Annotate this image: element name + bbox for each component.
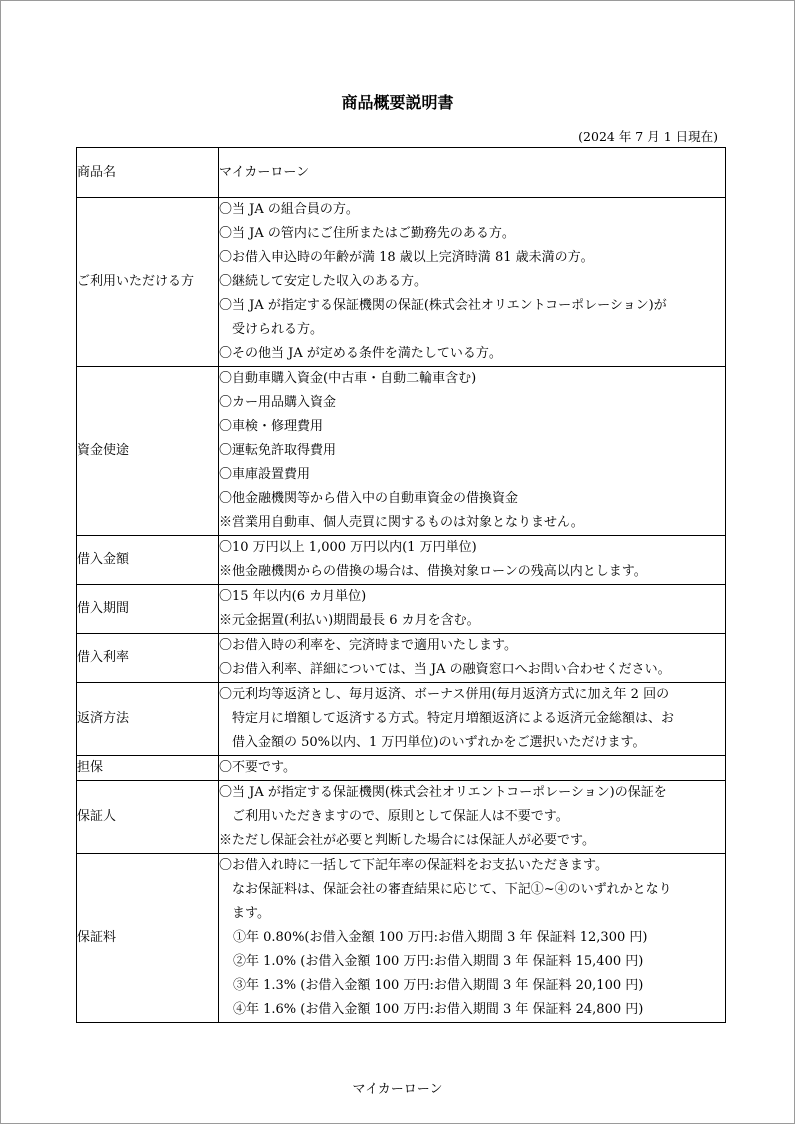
row-loan-period xyxy=(77,585,726,634)
line: 〇お借入れ時に一括して下記年率の保証料をお支払いただきます。 xyxy=(219,858,608,873)
label-repayment: 返済方法 xyxy=(77,683,219,756)
row-loan-amount xyxy=(77,536,726,585)
document-title: 商品概要説明書 xyxy=(341,93,454,112)
line: 〇カー用品購入資金 xyxy=(219,395,337,410)
line: ④年 1.6% (お借入金額 100 万円:お借入期間 3 年 保証料 24,800 円) xyxy=(233,1002,644,1017)
value-repayment xyxy=(219,683,726,756)
page-footer: マイカーローン xyxy=(352,1082,443,1097)
line: 特定月に増額して返済する方式。特定月増額返済による返済元金総額は、お xyxy=(232,711,675,726)
line: 〇10 万円以上 1,000 万円以内(1 万円単位) xyxy=(219,540,477,555)
row-collateral xyxy=(77,756,726,781)
value-collateral xyxy=(219,756,726,781)
label-use-of-funds: 資金使途 xyxy=(77,367,219,536)
line: 〇お借入申込時の年齢が満 18 歳以上完済時満 81 歳未満の方。 xyxy=(219,250,594,265)
label-loan-period: 借入期間 xyxy=(77,585,219,634)
value-guarantee-fee xyxy=(219,854,726,1023)
line: ※ただし保証会社が必要と判断した場合には保証人が必要です。 xyxy=(219,833,595,848)
line: 〇お借入時の利率を、完済時まで適用いたします。 xyxy=(219,638,517,653)
line: 〇当 JA の管内にご住所またはご勤務先のある方。 xyxy=(219,226,515,241)
line: ます。 xyxy=(232,906,270,921)
row-guarantee-fee xyxy=(77,854,726,1023)
line: 借入金額の 50%以内、1 万円単位)のいずれかをご選択いただけます。 xyxy=(232,735,646,750)
line: 〇当 JA の組合員の方。 xyxy=(219,202,359,217)
line: ②年 1.0% (お借入金額 100 万円:お借入期間 3 年 保証料 15,400 円) xyxy=(233,954,644,969)
line: 〇15 年以内(6 カ月単位) xyxy=(219,589,367,604)
row-interest-rate xyxy=(77,634,726,683)
line: 〇他金融機関等から借入中の自動車資金の借換資金 xyxy=(219,491,519,506)
line: 〇当 JA が指定する保証機関の保証(株式会社オリエントコーポレーション)が xyxy=(219,298,667,313)
line: ③年 1.3% (お借入金額 100 万円:お借入期間 3 年 保証料 20,100 円) xyxy=(233,978,644,993)
label-eligible: ご利用いただける方 xyxy=(77,198,219,367)
value-interest-rate xyxy=(219,634,726,683)
line: 〇継続して安定した収入のある方。 xyxy=(219,274,428,289)
value-use-of-funds xyxy=(219,367,726,536)
line: 受けられる方。 xyxy=(232,322,324,337)
row-product-name xyxy=(77,148,726,198)
label-product-name: 商品名 xyxy=(77,148,219,198)
row-repayment xyxy=(77,683,726,756)
label-interest-rate: 借入利率 xyxy=(77,634,219,683)
line: 〇運転免許取得費用 xyxy=(219,443,337,458)
value-eligible xyxy=(219,198,726,367)
line: なお保証料は、保証会社の審査結果に応じて、下記①~④のいずれかとなり xyxy=(232,882,672,897)
line: 〇元利均等返済とし、毎月返済、ボーナス併用(毎月返済方式に加え年 2 回の xyxy=(219,687,670,702)
line: 〇お借入利率、詳細については、当 JA の融資窓口へお問い合わせください。 xyxy=(219,662,671,677)
label-guarantor: 保証人 xyxy=(77,781,219,854)
line: 〇自動車購入資金(中古車・自動二輪車含む) xyxy=(219,371,477,386)
product-summary-table xyxy=(76,147,726,1023)
line: 〇車庫設置費用 xyxy=(219,467,311,482)
line: ①年 0.80%(お借入金額 100 万円:お借入期間 3 年 保証料 12,300 円) xyxy=(233,930,648,945)
value-guarantor xyxy=(219,781,726,854)
value-product-name xyxy=(219,148,726,198)
line: 〇不要です。 xyxy=(219,760,296,775)
line: ※元金据置(利払い)期間最長 6 カ月を含む。 xyxy=(219,613,480,628)
label-loan-amount: 借入金額 xyxy=(77,536,219,585)
row-use-of-funds xyxy=(77,367,726,536)
line: 〇当 JA が指定する保証機関(株式会社オリエントコーポレーション)の保証を xyxy=(219,785,667,800)
line: 〇その他当 JA が定める条件を満たしている方。 xyxy=(219,346,502,361)
value-loan-period xyxy=(219,585,726,634)
as-of-date: (2024 年 7 月 1 日現在) xyxy=(578,129,718,144)
value-loan-amount xyxy=(219,536,726,585)
line: ご利用いただきますので、原則として保証人は不要です。 xyxy=(232,809,569,824)
line: 〇車検・修理費用 xyxy=(219,419,324,434)
label-collateral: 担保 xyxy=(77,756,219,781)
line: ※営業用自動車、個人売買に関するものは対象となりません。 xyxy=(219,515,584,530)
line: マイカーローン xyxy=(219,164,310,180)
row-guarantor xyxy=(77,781,726,854)
line: ※他金融機関からの借換の場合は、借換対象ローンの残高以内とします。 xyxy=(219,564,647,579)
row-eligible xyxy=(77,198,726,367)
label-guarantee-fee: 保証料 xyxy=(77,854,219,1023)
